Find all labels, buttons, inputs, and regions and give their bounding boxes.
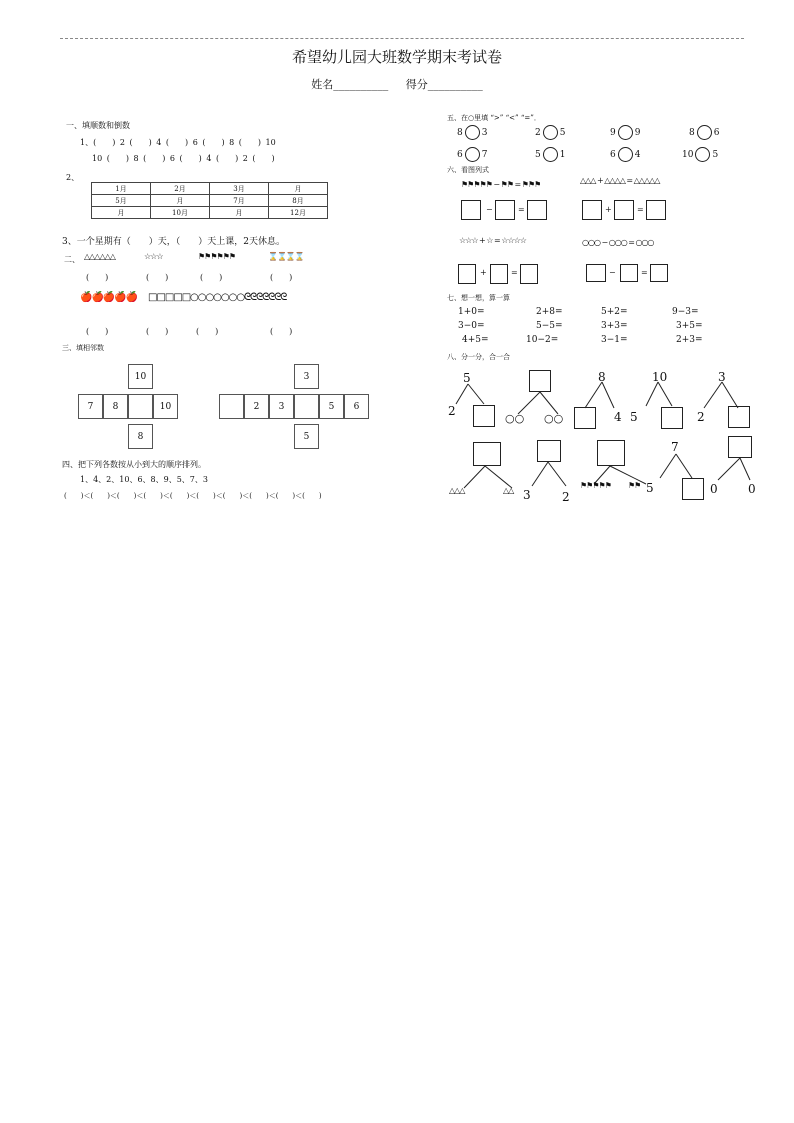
month-cell[interactable]: 月 xyxy=(269,183,328,195)
calc-item[interactable]: 5−5= xyxy=(536,321,563,331)
operator: + xyxy=(480,268,487,277)
compare-item: 6 7 xyxy=(457,147,487,162)
sequence-row-1: 1、( ) 2 ( ) 4 ( ) 6 ( ) 8 ( ) 10 xyxy=(80,138,276,147)
bond-box[interactable] xyxy=(529,370,551,392)
bond-box[interactable] xyxy=(728,436,752,458)
month-cell: 8月 xyxy=(269,195,328,207)
calc-item[interactable]: 3−0= xyxy=(458,321,485,331)
name-blank[interactable]: __________ xyxy=(333,78,389,91)
circles-pair-icon: ○○ xyxy=(544,412,564,425)
compare-item: 6 4 xyxy=(610,147,640,162)
bond-number: 5 xyxy=(630,410,638,424)
net-cell: 10 xyxy=(153,394,178,419)
calc-item[interactable]: 3+5= xyxy=(676,321,703,331)
count-blank[interactable]: ( ) xyxy=(86,273,109,282)
circles-pair-icon: ○○ xyxy=(505,412,525,425)
balloons-picture: ᘓᘓᘓᘓᘓᘓᘓ xyxy=(244,292,287,303)
stars-group-icon: ☆☆☆ + ☆ = ☆☆☆☆ xyxy=(459,236,526,245)
net-cell: 6 xyxy=(344,394,369,419)
net-cell: 8 xyxy=(128,424,153,449)
score-blank[interactable]: __________ xyxy=(427,78,483,91)
calc-item[interactable]: 2+3= xyxy=(676,335,703,345)
net-cell: 3 xyxy=(269,394,294,419)
month-cell[interactable]: 月 xyxy=(151,195,210,207)
circles-picture: ○○○○○○○ xyxy=(190,292,245,303)
score-label: 得分 xyxy=(405,78,428,91)
section2-heading: 二、 xyxy=(64,255,80,264)
bond-number: 0 xyxy=(710,482,718,496)
month-cell: 1月 xyxy=(92,183,151,195)
bond-number: 10 xyxy=(652,370,668,384)
month-cell: 5月 xyxy=(92,195,151,207)
month-cell[interactable]: 月 xyxy=(92,207,151,219)
net-cell: 5 xyxy=(319,394,344,419)
calc-item[interactable]: 4+5= xyxy=(462,335,489,345)
stars-picture: ☆☆☆ xyxy=(144,252,163,261)
bond-number: 2 xyxy=(697,410,705,424)
bond-box[interactable] xyxy=(728,406,750,428)
bond-box[interactable] xyxy=(574,407,596,429)
calc-item[interactable]: 10−2= xyxy=(526,335,559,345)
bond-box[interactable] xyxy=(473,405,495,427)
operator: − xyxy=(609,268,616,277)
compare-item: 8 3 xyxy=(457,125,487,140)
calc-item[interactable]: 3+3= xyxy=(601,321,628,331)
flags-icon: ⚑⚑⚑⚑⚑ xyxy=(580,481,611,490)
order-answer-row[interactable]: ( )＜( )＜( )＜( )＜( )＜( )＜( )＜( )＜( )＜( ) xyxy=(64,492,322,500)
operator: = xyxy=(637,205,644,214)
section3-heading: 三、填相邻数 xyxy=(62,344,104,352)
operator: − xyxy=(486,205,493,214)
bond-box[interactable] xyxy=(473,442,501,466)
bond-box[interactable] xyxy=(597,440,625,466)
triangles-picture: △△△△△△ xyxy=(84,252,115,261)
operator: + xyxy=(605,205,612,214)
compare-item: 5 1 xyxy=(535,147,565,162)
triangles-icon: △△ xyxy=(503,486,514,495)
bond-number: 8 xyxy=(598,370,606,384)
month-cell: 12月 xyxy=(269,207,328,219)
flags-picture: ⚑⚑⚑⚑⚑⚑ xyxy=(198,252,236,261)
bond-box[interactable] xyxy=(537,440,561,462)
flags-icon: ⚑⚑ xyxy=(628,481,641,490)
section8-heading: 八、分一分，合一合 xyxy=(447,353,510,361)
triangles-icon: △△△ xyxy=(449,486,465,495)
question-3: 3、一个星期有（ ）天，（ ）天上课，2天休息。 xyxy=(62,237,285,247)
section7-heading: 七、想一想，算一算 xyxy=(447,294,510,302)
calc-item[interactable]: 2+8= xyxy=(536,307,563,317)
count-blank[interactable]: ( ) xyxy=(86,327,109,336)
question-2-label: 2、 xyxy=(66,173,80,182)
net-cell: 7 xyxy=(78,394,103,419)
count-blank[interactable]: ( ) xyxy=(196,327,219,336)
month-cell: 2月 xyxy=(151,183,210,195)
bond-number: 5 xyxy=(646,481,654,495)
numbers-list: 1、4、2、10、6、8、9、5、7、3 xyxy=(80,475,208,484)
bond-number: 7 xyxy=(671,440,679,454)
page-title: 希望幼儿园大班数学期末考试卷 xyxy=(291,48,502,66)
bond-number: 5 xyxy=(463,371,471,385)
section6-heading: 六、看图列式 xyxy=(447,166,489,174)
compare-item: 2 5 xyxy=(535,125,565,140)
candies-picture: ⌛⌛⌛⌛ xyxy=(268,252,304,261)
section4-heading: 四、把下列各数按从小到大的顺序排列。 xyxy=(62,460,206,469)
bond-box[interactable] xyxy=(661,407,683,429)
month-cell: 10月 xyxy=(151,207,210,219)
squares-picture: □□□□□ xyxy=(148,292,191,303)
count-blank[interactable]: ( ) xyxy=(270,273,293,282)
bond-box[interactable] xyxy=(682,478,704,500)
compare-item: 9 9 xyxy=(610,125,640,140)
count-blank[interactable]: ( ) xyxy=(146,273,169,282)
triangles-group-icon: △△△ + △△△△ = △△△△△ xyxy=(580,176,660,185)
section5-heading: 五、在○里填 “>” “<” “=”． xyxy=(447,114,541,122)
count-blank[interactable]: ( ) xyxy=(270,327,293,336)
section1-heading: 一、填顺数和倒数 xyxy=(66,121,130,130)
bond-number: 3 xyxy=(523,488,531,502)
circles-group-icon: ○○○ − ○○○ = ○○○ xyxy=(582,238,654,247)
calc-item[interactable]: 9−3= xyxy=(672,307,699,317)
bond-number: 0 xyxy=(748,482,756,496)
net-cell: 8 xyxy=(103,394,128,419)
compare-item: 10 5 xyxy=(682,147,718,162)
apples-picture: 🍎🍎🍎🍎🍎 xyxy=(80,292,138,303)
bond-number: 2 xyxy=(448,404,456,418)
net-cell: 5 xyxy=(294,424,319,449)
operator: = xyxy=(511,268,518,277)
compare-item: 8 6 xyxy=(689,125,719,140)
calc-item[interactable]: 3−1= xyxy=(601,335,628,345)
month-cell[interactable]: 月 xyxy=(210,207,269,219)
count-blank[interactable]: ( ) xyxy=(200,273,223,282)
count-blank[interactable]: ( ) xyxy=(146,327,169,336)
flags-group-icon: ⚑⚑⚑⚑⚑ − ⚑⚑ = ⚑⚑⚑ xyxy=(461,180,541,189)
calc-item[interactable]: 1+0= xyxy=(458,307,485,317)
net-cell: 2 xyxy=(244,394,269,419)
name-label: 姓名 xyxy=(311,78,334,91)
bond-number: 3 xyxy=(718,370,726,384)
calc-item[interactable]: 5+2= xyxy=(601,307,628,317)
sequence-row-2: 10 ( ) 8 ( ) 6 ( ) 4 ( ) 2 ( ) xyxy=(92,154,275,163)
operator: = xyxy=(641,268,648,277)
month-cell: 3月 xyxy=(210,183,269,195)
bond-number: 4 xyxy=(614,410,622,424)
bond-number: 2 xyxy=(562,490,570,504)
operator: = xyxy=(518,205,525,214)
month-cell: 7月 xyxy=(210,195,269,207)
net-cell: 3 xyxy=(294,364,319,389)
net-cell: 10 xyxy=(128,364,153,389)
